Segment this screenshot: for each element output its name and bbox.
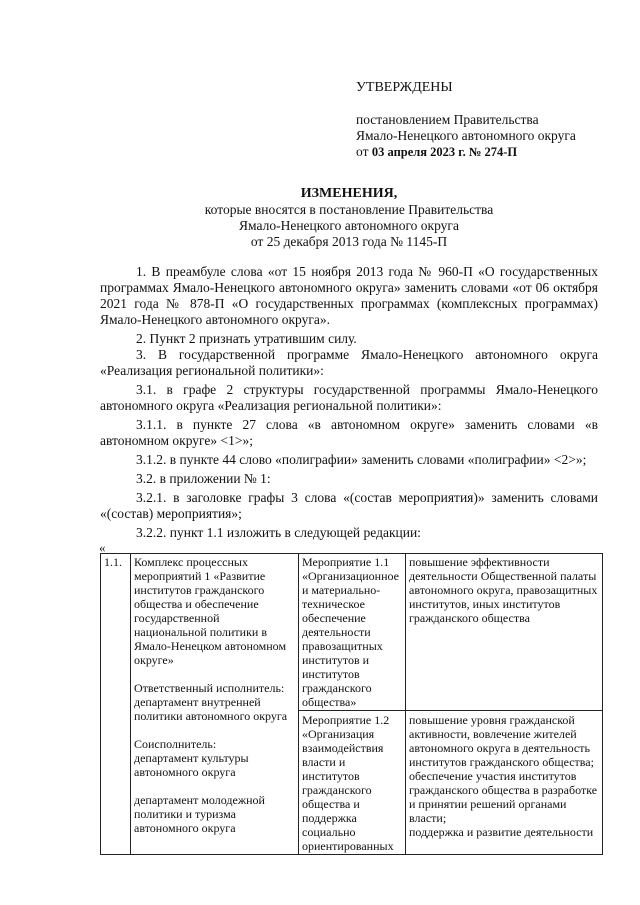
document-heading	[100, 186, 598, 250]
approval-date-line	[356, 144, 626, 160]
approval-stamp	[356, 80, 626, 160]
result-1-1-cell: повышение эффективности деятельности Общественной палаты автономного округа, правозащитных институтов, иных институтов гражданского общества	[406, 554, 603, 711]
heading-line-3: от 25 декабря 2013 года № 1145-П	[250, 234, 448, 249]
approval-title: УТВЕРЖДЕНЫ	[356, 80, 453, 95]
complex-title: Комплекс процессных мероприятий 1 «Развитие институтов гражданского общества и обеспечение государственной национальной политики в Ямало-Ненецком автономном округе»	[134, 555, 287, 667]
open-quote-mark: «	[99, 540, 106, 555]
responsible-executor: Ответственный исполнитель: департамент внутренней политики автономного округа	[134, 681, 288, 723]
paragraph-3-2-1: 3.2.1. в заголовке графы 3 слова «(состав мероприятия)» заменить словами «(состав) мероприятия»;	[100, 490, 598, 521]
paragraph-3-2-2: 3.2.2. пункт 1.1 изложить в следующей редакции:	[136, 525, 421, 540]
document-body	[100, 264, 598, 541]
heading-title: ИЗМЕНЕНИЯ,	[300, 186, 398, 201]
heading-line-2: Ямало-Ненецкого автономного округа	[239, 218, 459, 233]
result-1-2-line-1: повышение уровня гражданской активности, вовлечение жителей автономного округа в деятельность институтов гражданского общества;	[409, 713, 594, 769]
paragraph-3-2: 3.2. в приложении № 1:	[136, 471, 271, 486]
co-executor-youth: департамент молодежной политики и туризма автономного округа	[134, 793, 265, 835]
approval-date-prefix: от	[356, 144, 369, 159]
paragraph-3-1: 3.1. в графе 2 структуры государственной программы Ямало-Ненецкого автономного округа «Реализация региональной политики»:	[100, 382, 598, 413]
complex-cell	[131, 554, 299, 855]
changes-table	[100, 553, 603, 855]
co-executor-label: Соисполнитель:	[134, 737, 217, 751]
paragraph-3: 3. В государственной программе Ямало-Ненецкого автономного округа «Реализация региональной политики»:	[100, 347, 598, 378]
result-1-2-cell	[406, 711, 603, 855]
paragraph-1: 1. В преамбуле слова «от 15 ноября 2013 года № 960-П «О государственных программах Ямало-Ненецкого автономного округа» заменить словами «от 06 октября 2021 года № 878-П «О государственных программах (комплексных программах) Ямало-Ненецкого автономного округа».	[100, 264, 598, 327]
co-executor-culture: департамент культуры автономного округа	[134, 751, 249, 779]
table-row	[101, 554, 603, 711]
result-1-2-line-2: обеспечение участия институтов гражданского общества в разработке и принятии решений органами власти;	[409, 769, 598, 825]
measure-1-2-cell: Мероприятие 1.2 «Организация взаимодействия власти и институтов гражданского общества и поддержка социально ориентированных	[299, 711, 406, 855]
row-number-cell: 1.1.	[101, 554, 131, 855]
paragraph-3-1-2: 3.1.2. в пункте 44 слово «полиграфии» заменить словами «полиграфии» <2>»;	[136, 452, 587, 467]
measure-1-1-cell: Мероприятие 1.1 «Организационное и материально-техническое обеспечение деятельности правозащитных институтов и институтов гражданского общества»	[299, 554, 406, 711]
approval-line-1: постановлением Правительства	[356, 112, 539, 127]
heading-line-1: которые вносятся в постановление Правительства	[204, 202, 494, 217]
result-1-2-line-3: поддержка и развитие деятельности	[409, 825, 594, 839]
approval-line-2: Ямало-Ненецкого автономного округа	[356, 128, 576, 143]
approval-date-value: 03 апреля 2023 г. № 274-П	[371, 145, 518, 159]
paragraph-3-1-1: 3.1.1. в пункте 27 слова «в автономном округе» заменить словами «в автономном округе» <1>»;	[100, 417, 598, 448]
paragraph-2: 2. Пункт 2 признать утратившим силу.	[136, 331, 357, 346]
